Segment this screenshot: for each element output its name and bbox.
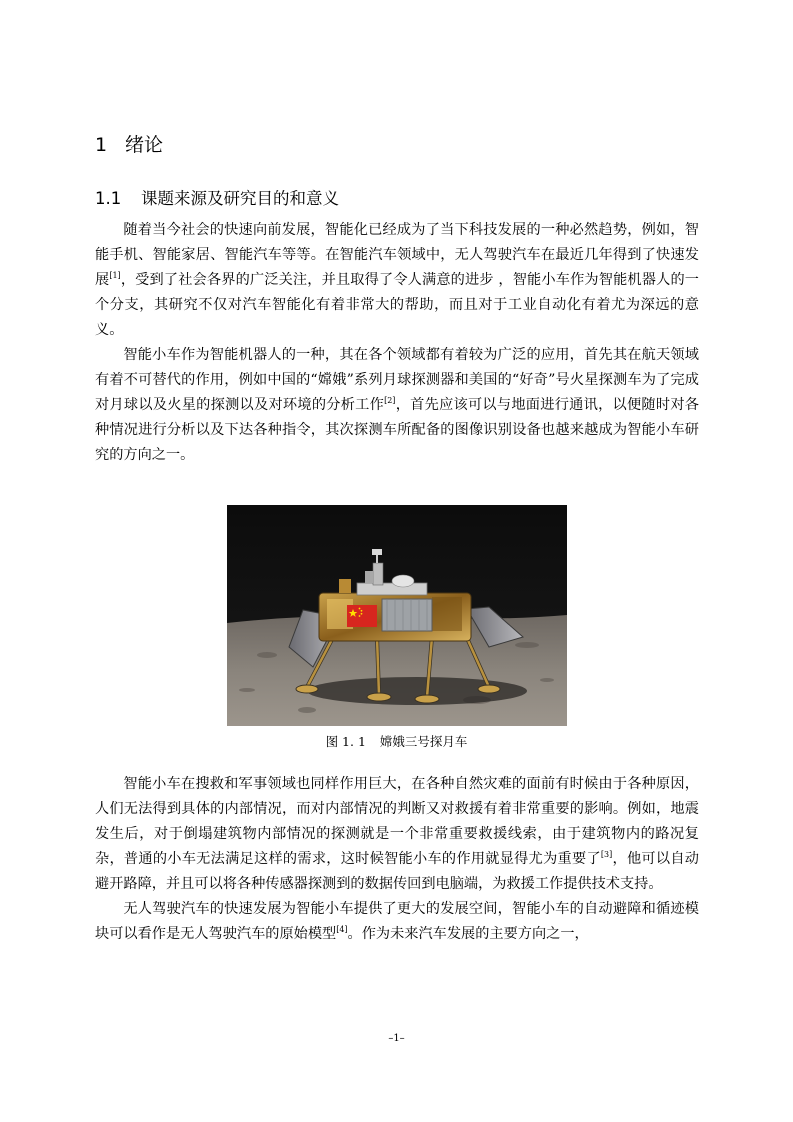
chapter-heading bbox=[95, 133, 163, 157]
citation: [3] bbox=[600, 850, 613, 859]
page-number: –1– bbox=[388, 1033, 405, 1044]
figure-caption-text: 嫦娥三号探月车 bbox=[379, 734, 468, 749]
lunar-rover-photo bbox=[227, 505, 567, 726]
body-text-top bbox=[95, 218, 699, 468]
paragraph-text: 。作为未来汽车发展的主要方向之一， bbox=[347, 926, 589, 942]
paragraph bbox=[95, 343, 699, 468]
paragraph-text: ，首先应该可以与地面进行通讯，以便随时对各种情况进行分析以及下达各种指令，其次探测车所配备的图像识别设备也越来越成为智能小车研究的方向之一。 bbox=[95, 397, 699, 463]
lunar-rover-figure bbox=[227, 505, 567, 726]
paragraph-text: 无人驾驶汽车的快速发展为智能小车提供了更大的发展空间，智能小车的自动避障和循迹模块可以看作是无人驾驶汽车的原始模型 bbox=[95, 901, 699, 942]
chapter-number: 1 bbox=[95, 134, 108, 156]
citation: [1] bbox=[109, 271, 121, 280]
section-heading bbox=[95, 188, 339, 210]
body-text-bottom bbox=[95, 772, 699, 947]
paragraph bbox=[95, 772, 699, 897]
citation: [2] bbox=[384, 396, 396, 405]
paragraph-text: ，他可以自动避开路障，并且可以将各种传感器探测到的数据传回到电脑端，为救援工作提供技术支持。 bbox=[95, 851, 699, 892]
citation: [4] bbox=[336, 925, 348, 934]
paragraph-text: 智能小车作为智能机器人的一种，其在各个领域都有着较为广泛的应用，首先其在航天领域有着不可替代的作用，例如中国的“嫦娥”系列月球探测器和美国的“好奇”号火星探测车为了完成对月球以及火星的探测以及对环境的分析工作 bbox=[95, 347, 699, 413]
section-title: 课题来源及研究目的和意义 bbox=[141, 189, 339, 208]
paragraph-text: 智能小车在搜救和军事领域也同样作用巨大，在各种自然灾难的面前有时候由于各种原因，人们无法得到具体的内部情况，而对内部情况的判断又对救援有着非常重要的影响。例如，地震发生后，对于倒塌建筑物内部情况的探测就是一个非常重要救援线索，由于建筑物内的路况复杂，普通的小车无法满足这样的需求，这时候智能小车的作用就显得尤为重要了 bbox=[95, 776, 699, 867]
chapter-title: 绪论 bbox=[125, 134, 164, 156]
paragraph bbox=[95, 897, 699, 947]
paragraph-text: 随着当今社会的快速向前发展，智能化已经成为了当下科技发展的一种必然趋势，例如，智能手机、智能家居、智能汽车等等。在智能汽车领域中，无人驾驶汽车在最近几年得到了快速发展 bbox=[95, 222, 699, 288]
section-number: 1.1 bbox=[95, 189, 122, 208]
paragraph bbox=[95, 218, 699, 343]
paragraph-text: ，受到了社会各界的广泛关注，并且取得了令人满意的进步 ，智能小车作为智能机器人的一个分支，其研究不仅对汽车智能化有着非常大的帮助，而且对于工业自动化有着尤为深远的意义。 bbox=[95, 272, 699, 338]
figure-caption bbox=[0, 733, 793, 751]
figure-label: 图 1. 1 bbox=[325, 734, 366, 749]
